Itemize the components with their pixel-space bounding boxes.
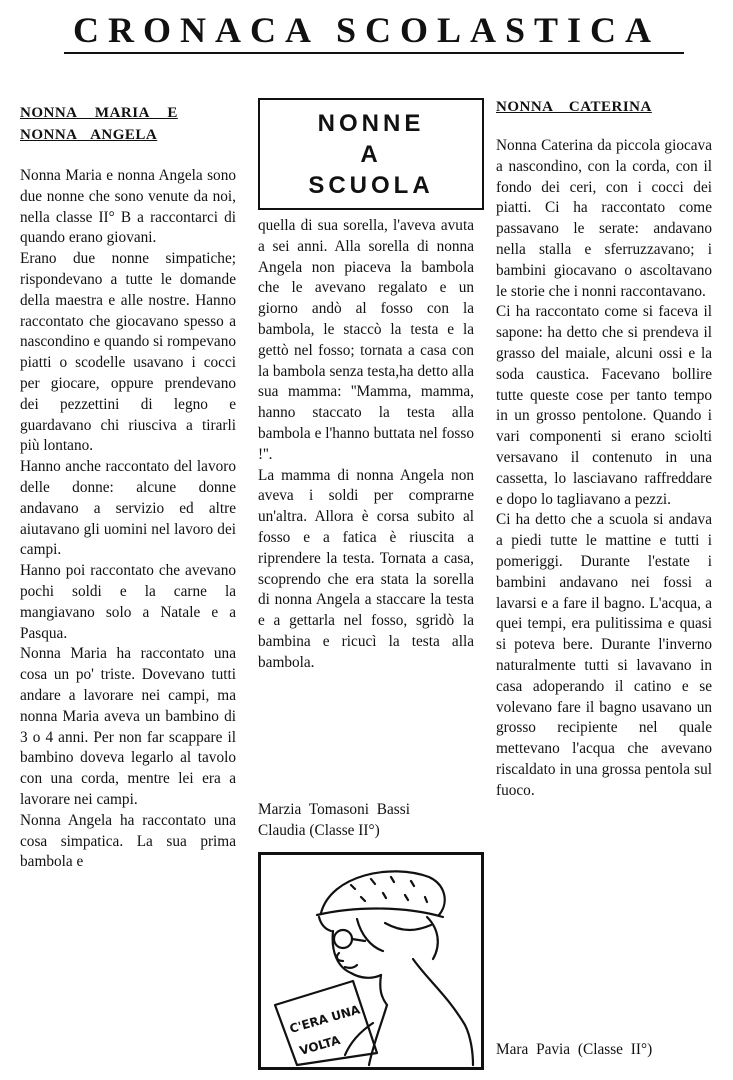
article-title-line1: NONNE (317, 109, 425, 137)
center-article-body: quella di sua sorella, l'aveva avuta a sei anni. Alla sorella di nonna Angela non piaceva la bambola che le avevano regalato e un giorno andò al fosso con la bambola, le staccò la testa e la gettò nel fosso; tornata a casa con la bambola senza testa,ha detto alla sua mamma: ''Mamma, mamma, hanno staccato la testa alla bambola e l'hanno buttata nel fosso !''. La mamma di nonna Angela non aveva i soldi per comprarne un'altra. Allora è corsa subito al fosso e a fatica è riuscita a riprendere la testa. Tornata a casa, scoprendo che era stata la sorella di nonna Angela a staccare la testa e a gettarla nel fosso, sgridò la bambina e ricucì la testa alla bambola. (258, 217, 474, 671)
right-heading: NONNA CATERINA (496, 99, 652, 115)
left-article-body: Nonna Maria e nonna Angela sono due nonne che sono venute da noi, nella classe II° B a raccontarci di quando erano giovani. Erano due nonne simpatiche; rispondevano a tutte le domande della maestra e alle nostre. Hanno raccontato che giocavano spesso a nascondino e quando si rompevano piatti o scodelle usavano i cocci per giocare, oppure prendevano dei pezzettini di legno e guardavano chi riusciva a tirarli più lontano. Hanno anche raccontato del lavoro delle donne: alcune donne andavano a servizio ed altre aiutavano gli uomini nel lavoro dei campi. Hanno poi raccontato che avevano pochi soldi e la carne la mangiavano solo a Natale e a Pasqua. Nonna Maria ha raccontato una cosa un po' triste. Dovevano tutti andare a lavorare nei campi, ma nonna Maria aveva un bambino di 3 o 4 anni. Per non far scappare il bambino doveva legarlo al tavolo con una corda, mentre lei era a lavorare nei campi. Nonna Angela ha raccontato una cosa simpatica. La sua prima bambola e (20, 167, 236, 871)
grandmother-sketch-icon (261, 855, 481, 1067)
left-heading (20, 102, 240, 146)
center-signature-line2: Claudia (Classe II°) (258, 821, 380, 839)
left-heading-line1: NONNA MARIA E (20, 105, 178, 121)
drawing-caption-line2: VOLTA (297, 1032, 342, 1058)
center-signature (258, 800, 478, 842)
grandmother-drawing (258, 852, 484, 1070)
masthead-rule (64, 52, 684, 54)
center-signature-line1: Marzia Tomasoni Bassi (258, 801, 410, 818)
drawing-caption-line1: C'ERA UNA (287, 1002, 362, 1036)
right-article-body: Nonna Caterina da piccola giocava a nascondino, con la corda, con il fondo dei ceri, con i cocci dei piatti. Ci ha raccontato come passavano le serate: andavano nella stalla e sferruzzavano; i bambini giocavano o ascoltavano le storie che i nonni raccontavano. Ci ha raccontato come si faceva il sapone: ha detto che si prendeva il grasso del maiale, alcuni ossi e la soda caustica. Facevano bollire tutte queste cose per tanto tempo in un grosso pentolone. Quando i vari componenti si erano sciolti versavano il contenuto in una cassetta, lo lasciavano raffreddare e dopo lo tagliavano a pezzi. Ci ha detto che a scuola si andava a piedi tutte le mattine e tutti i pomeriggi. Durante l'estate i bambini andavano nei fossi a lavarsi e a fare il bagno. L'acqua, a quei tempi, era pulitissima e quasi si poteva bere. Durante l'inverno naturalmente tutti si lavavano in casa adoperando il catino e se volevano fare il bagno usavano un grosso recipiente nel quale mettevano l'acqua che avevano riscaldato in una grossa pentola sul fuoco. (496, 137, 712, 799)
article-title-line3: SCUOLA (308, 171, 434, 199)
masthead-title: CRONACA SCOLASTICA (72, 10, 661, 50)
article-title-box (258, 98, 484, 210)
right-signature: Mara Pavia (Classe II°) (496, 1041, 653, 1058)
left-heading-line2: NONNA ANGELA (20, 127, 158, 143)
article-title-line2: A (360, 140, 382, 168)
